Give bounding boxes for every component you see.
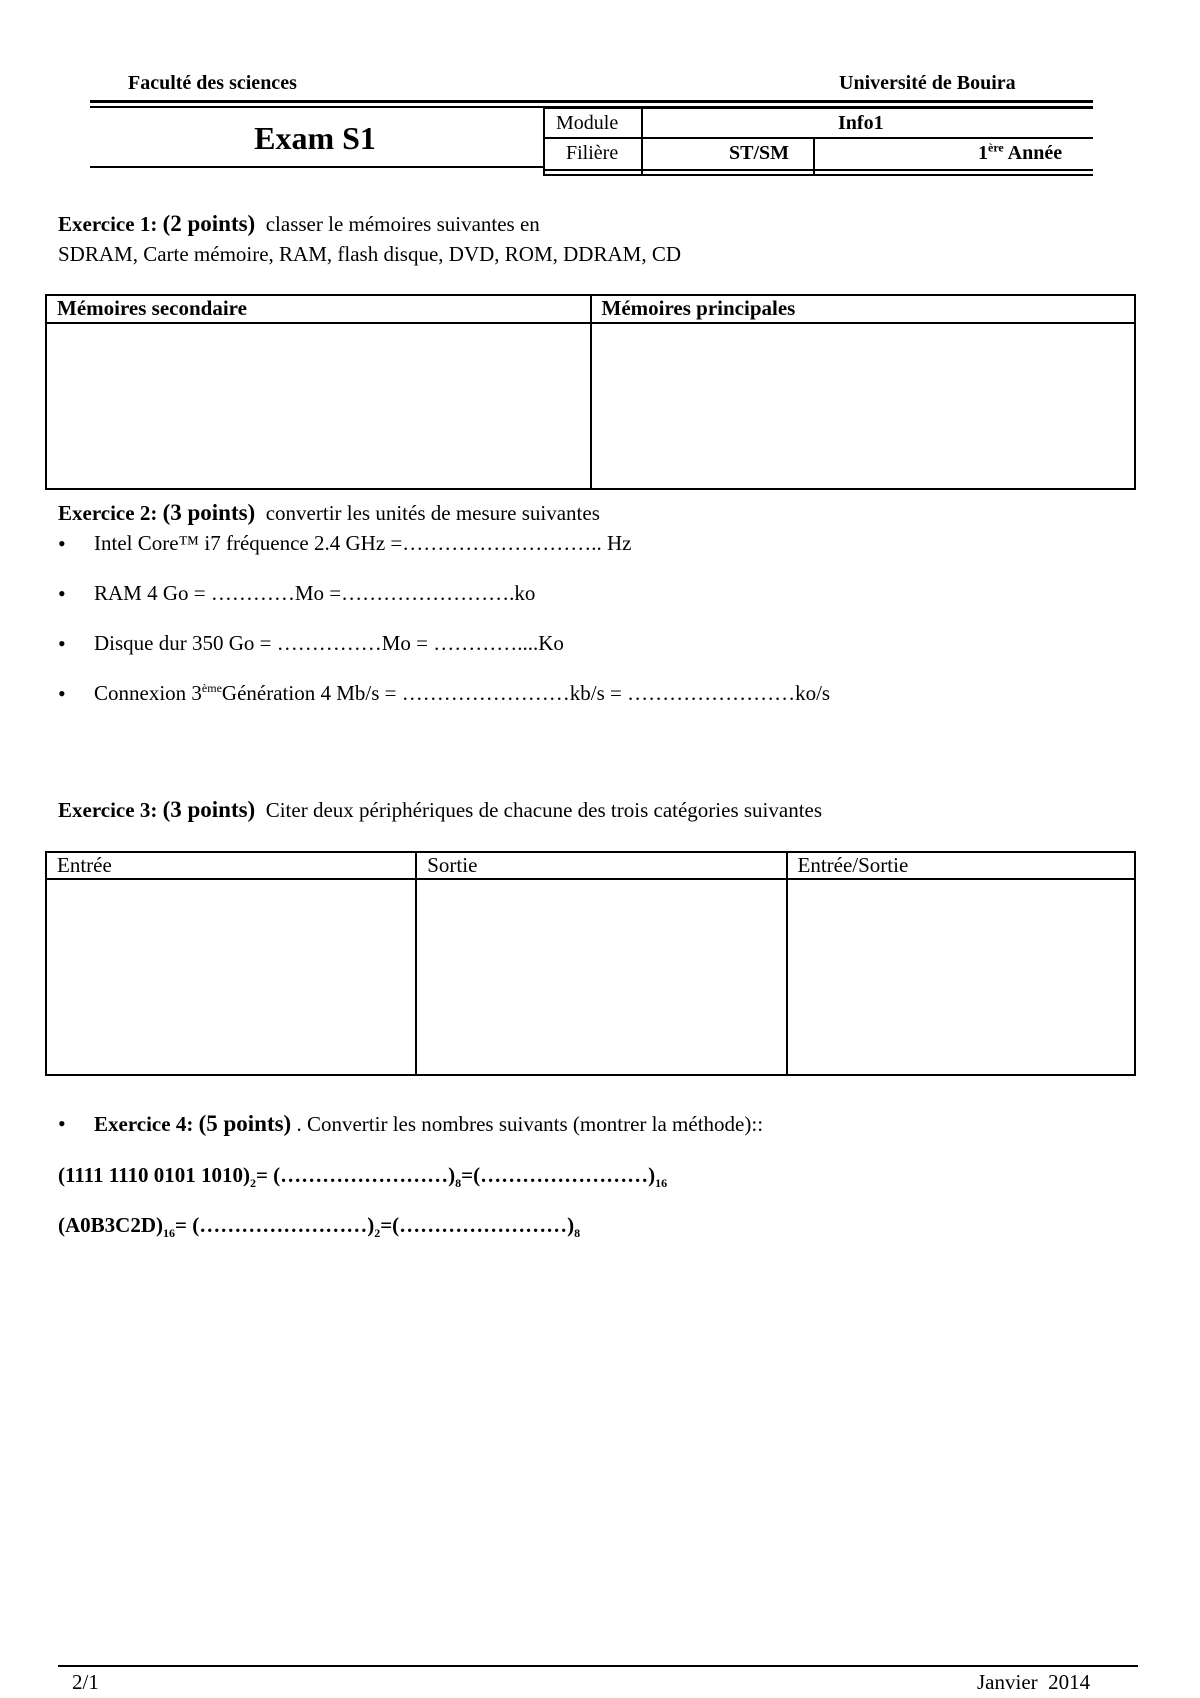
conv2-base: 16: [163, 1226, 175, 1241]
ex2-line-4: [94, 681, 830, 706]
ex4-title: Exercice 4:: [94, 1112, 194, 1136]
bullet-icon: •: [58, 1111, 66, 1136]
ex2-line-4-a: Connexion 3: [94, 681, 202, 705]
ex2-bullet-4: [58, 681, 1058, 707]
ex2-line-3: Disque dur 350 Go = ……………Mo = …………....Ko: [94, 631, 564, 655]
header-grid-vline-1: [543, 108, 545, 174]
ex4-instruction: . Convertir les nombres suivants (montrer la méthode)::: [296, 1112, 764, 1136]
ex2-bullet-1: [58, 531, 958, 557]
ex2-heading: [58, 500, 600, 526]
ex1-table: [45, 294, 1136, 490]
ex1-col-secondary: Mémoires secondaire: [46, 295, 591, 323]
ex1-answer-secondary[interactable]: [46, 323, 591, 489]
conv2-mid1: = (……………………): [175, 1213, 375, 1237]
module-value: Info1: [838, 112, 884, 134]
conv1-base: 2: [249, 1176, 256, 1191]
ex3-answer-sortie[interactable]: [416, 879, 786, 1075]
ex2-points: (3 points): [162, 500, 256, 525]
ex4-points: (5 points): [198, 1111, 292, 1136]
ex3-col-sortie: Sortie: [416, 852, 786, 879]
ex2-instruction: convertir les unités de mesure suivantes: [265, 501, 600, 525]
ex2-line-4-b: Génération 4 Mb/s = ……………………kb/s = ……………………ko/s: [221, 681, 831, 705]
ex1-items: SDRAM, Carte mémoire, RAM, flash disque, DVD, ROM, DDRAM, CD: [58, 242, 681, 266]
conv2-number: (A0B3C2D): [58, 1213, 163, 1237]
ex3-points: (3 points): [162, 797, 256, 822]
ex4-heading: [58, 1111, 1058, 1139]
filiere-value: ST/SM: [729, 142, 790, 164]
footer-date: Janvier 2014: [977, 1670, 1091, 1694]
bullet-icon: •: [58, 581, 66, 606]
year-number: 1: [978, 142, 988, 164]
bullet-icon: •: [58, 631, 66, 656]
conv1-base-mid1: 8: [455, 1176, 462, 1191]
year-value: [978, 142, 1062, 165]
ex2-title: Exercice 2:: [58, 501, 158, 525]
ex2-bullet-2: [58, 581, 958, 607]
ex3-col-entree-sortie: Entrée/Sortie: [787, 852, 1136, 879]
ex3-answer-entree-sortie[interactable]: [787, 879, 1136, 1075]
header-rule-bottom-1: [543, 169, 1093, 171]
ex1-instruction: classer le mémoires suivantes en: [265, 212, 540, 236]
header-rule-top-1: [90, 100, 1093, 103]
ex1-answer-principal[interactable]: [591, 323, 1136, 489]
header-grid-vline-2: [641, 108, 643, 174]
conv1-base-mid2: 16: [655, 1176, 668, 1191]
faculty-name: Faculté des sciences: [128, 72, 297, 94]
footer-page-number: 2/1: [72, 1670, 99, 1694]
ex2-bullet-3: [58, 631, 958, 657]
conv2-base-mid1: 2: [374, 1226, 381, 1241]
ex4-heading-text: [94, 1111, 763, 1137]
ex1-points: (2 points): [162, 211, 256, 236]
ex2-line-1: Intel Core™ i7 fréquence 2.4 GHz =……………………….. Hz: [94, 531, 632, 555]
filiere-label: Filière: [566, 142, 619, 164]
conv2-base-mid2: 8: [574, 1226, 581, 1241]
conv1-number: (1111 1110 0101 1010): [58, 1163, 250, 1187]
university-name: Université de Bouira: [839, 72, 1016, 94]
ex1-heading: [58, 211, 540, 237]
ex4-conversion-1: [58, 1163, 668, 1191]
ex2-line-2: RAM 4 Go = …………Mo =…………………….ko: [94, 581, 536, 605]
ex3-title: Exercice 3:: [58, 798, 158, 822]
ex3-table: [45, 851, 1136, 1076]
module-label: Module: [556, 112, 619, 134]
bullet-icon: •: [58, 531, 66, 556]
bullet-icon: •: [58, 681, 66, 706]
ex2-line-4-sup: ème: [201, 681, 222, 695]
exam-title: Exam S1: [254, 120, 376, 156]
conv2-mid2: =(……………………): [380, 1213, 575, 1237]
conv1-mid1: = (……………………): [255, 1163, 456, 1187]
conv1-mid2: =(……………………): [461, 1163, 656, 1187]
ex3-heading: [58, 797, 822, 823]
ex3-answer-entree[interactable]: [46, 879, 416, 1075]
header-rule-bottom-2: [543, 174, 1093, 176]
ex4-conversion-2: [58, 1213, 581, 1241]
header-grid-divider: [543, 108, 1093, 109]
ex1-col-principal: Mémoires principales: [591, 295, 1136, 323]
year-sup: ère: [988, 140, 1004, 155]
header-rule-bottom-left: [90, 166, 543, 168]
year-word: Année: [1007, 142, 1063, 164]
ex3-col-entree: Entrée: [46, 852, 416, 879]
footer-rule: [58, 1665, 1138, 1667]
ex1-title: Exercice 1:: [58, 212, 158, 236]
ex3-instruction: Citer deux périphériques de chacune des trois catégories suivantes: [265, 798, 823, 822]
header-grid-midline: [543, 137, 1093, 139]
